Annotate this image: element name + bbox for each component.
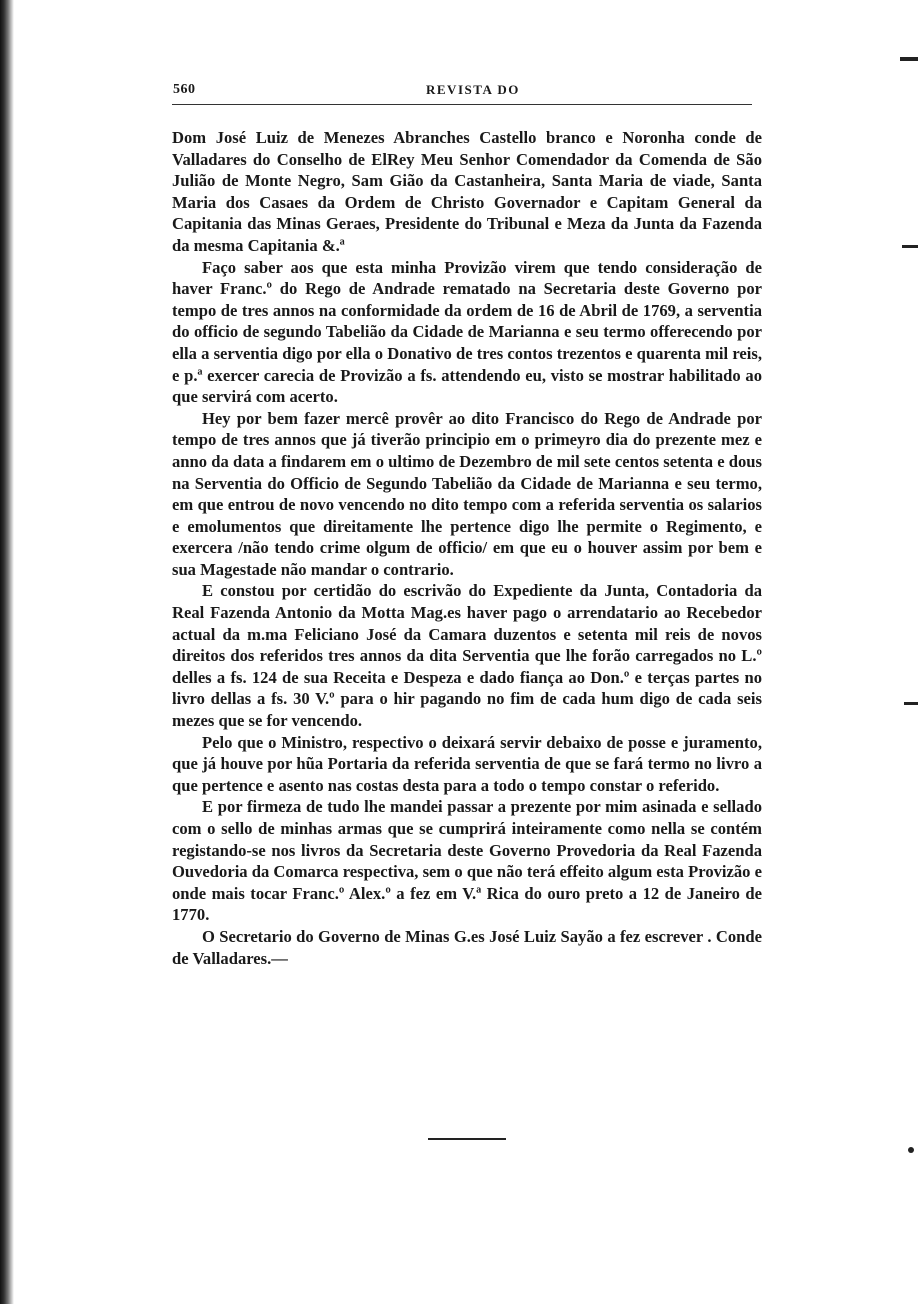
scan-edge-mark (908, 1147, 914, 1153)
document-body (172, 127, 762, 969)
paragraph: Hey por bem fazer mercê provêr ao dito Francisco do Rego de Andrade por tempo de tres annos que já tiverão principio em o primeyro dia do prezente mez e anno da data a findarem em o ultimo de Dezembro de mil sete centos setenta e dous na Serventia do Officio de Segundo Tabelião da Cidade de Marianna e seu termo, em que entrou de novo vencendo no dito tempo com a referida serventia os salarios e emolumentos que direitamente lhe pertence digo lhe permite o Regimento, e exercera /não tendo crime olgum de officio/ em que eu o houver assim por bem e sua Magestade não mandar o contrario. (172, 408, 762, 579)
signature-paragraph: O Secretario do Governo de Minas G.es José Luiz Sayão a fez escrever . Conde de Valladares.— (172, 926, 762, 968)
closing-rule (428, 1138, 506, 1140)
paragraph: Pelo que o Ministro, respectivo o deixará servir debaixo de posse e juramento, que já houve por hũa Portaria da referida serventia de que se fará termo no livro a que pertence e asento nas costas desta para a todo o tempo constar o referido. (172, 732, 762, 795)
header-rule (172, 104, 752, 105)
paragraph: E constou por certidão do escrivão do Expediente da Junta, Contadoria da Real Fazenda Antonio da Motta Mag.es haver pago o arrendatario ao Recebedor actual da m.ma Feliciano José da Camara duzentos e setenta mil reis de novos direitos dos referidos tres annos da dita Serventia que lhe forão carregados no L.º delles a fs. 124 de sua Receita e Despeza e dado fiança ao Don.º e terças partes no livro dellas a fs. 30 V.º para o hir pagando no fim de cada hum digo de cada seis mezes que se for vencendo. (172, 581, 762, 731)
paragraph: E por firmeza de tudo lhe mandei passar a prezente por mim asinada e sellado com o sello de minhas armas que se cumprirá inteiramente como nella se contém registando-se nos livros da Secretaria deste Governo Provedoria da Real Fazenda Ouvedoria da Comarca respectiva, sem o que não terá effeito algum esta Provizão e onde mais tocar Franc.º Alex.º a fez em V.ª Rica do ouro preto a 12 de Janeiro de 1770. (172, 797, 762, 925)
scan-edge-mark (904, 702, 918, 705)
scan-edge-mark (902, 245, 918, 248)
scan-edge-mark (900, 57, 918, 61)
paragraph: Faço saber aos que esta minha Provizão virem que tendo consideração de haver Franc.º do Rego de Andrade rematado na Secretaria deste Governo por tempo de tres annos na conformidade da ordem de 16 de Abril de 1769, a serventia do officio de segundo Tabelião da Cidade de Marianna e seu termo offerecendo por ella a serventia digo por ella o Donativo de tres contos trezentos e quarenta mil reis, e p.ª exercer carecia de Provizão a fs. attendendo eu, visto se mostrar habilitado ao que servirá com acerto. (172, 257, 762, 407)
paragraph-title: Dom José Luiz de Menezes Abranches Castello branco e Noronha conde de Valladares do Conselho de ElRey Meu Senhor Comendador da Comenda de São Julião de Monte Negro, Sam Gião da Castanheira, Santa Maria de viade, Santa Maria dos Casaes da Ordem de Christo Governador e Capitam General da Capitania das Minas Geraes, Presidente do Tribunal e Meza da Junta da Fazenda da mesma Capitania &.ª (172, 128, 762, 255)
page-number: 560 (173, 82, 196, 97)
running-title: REVISTA DO (426, 82, 520, 97)
book-binding-edge (0, 0, 14, 1304)
